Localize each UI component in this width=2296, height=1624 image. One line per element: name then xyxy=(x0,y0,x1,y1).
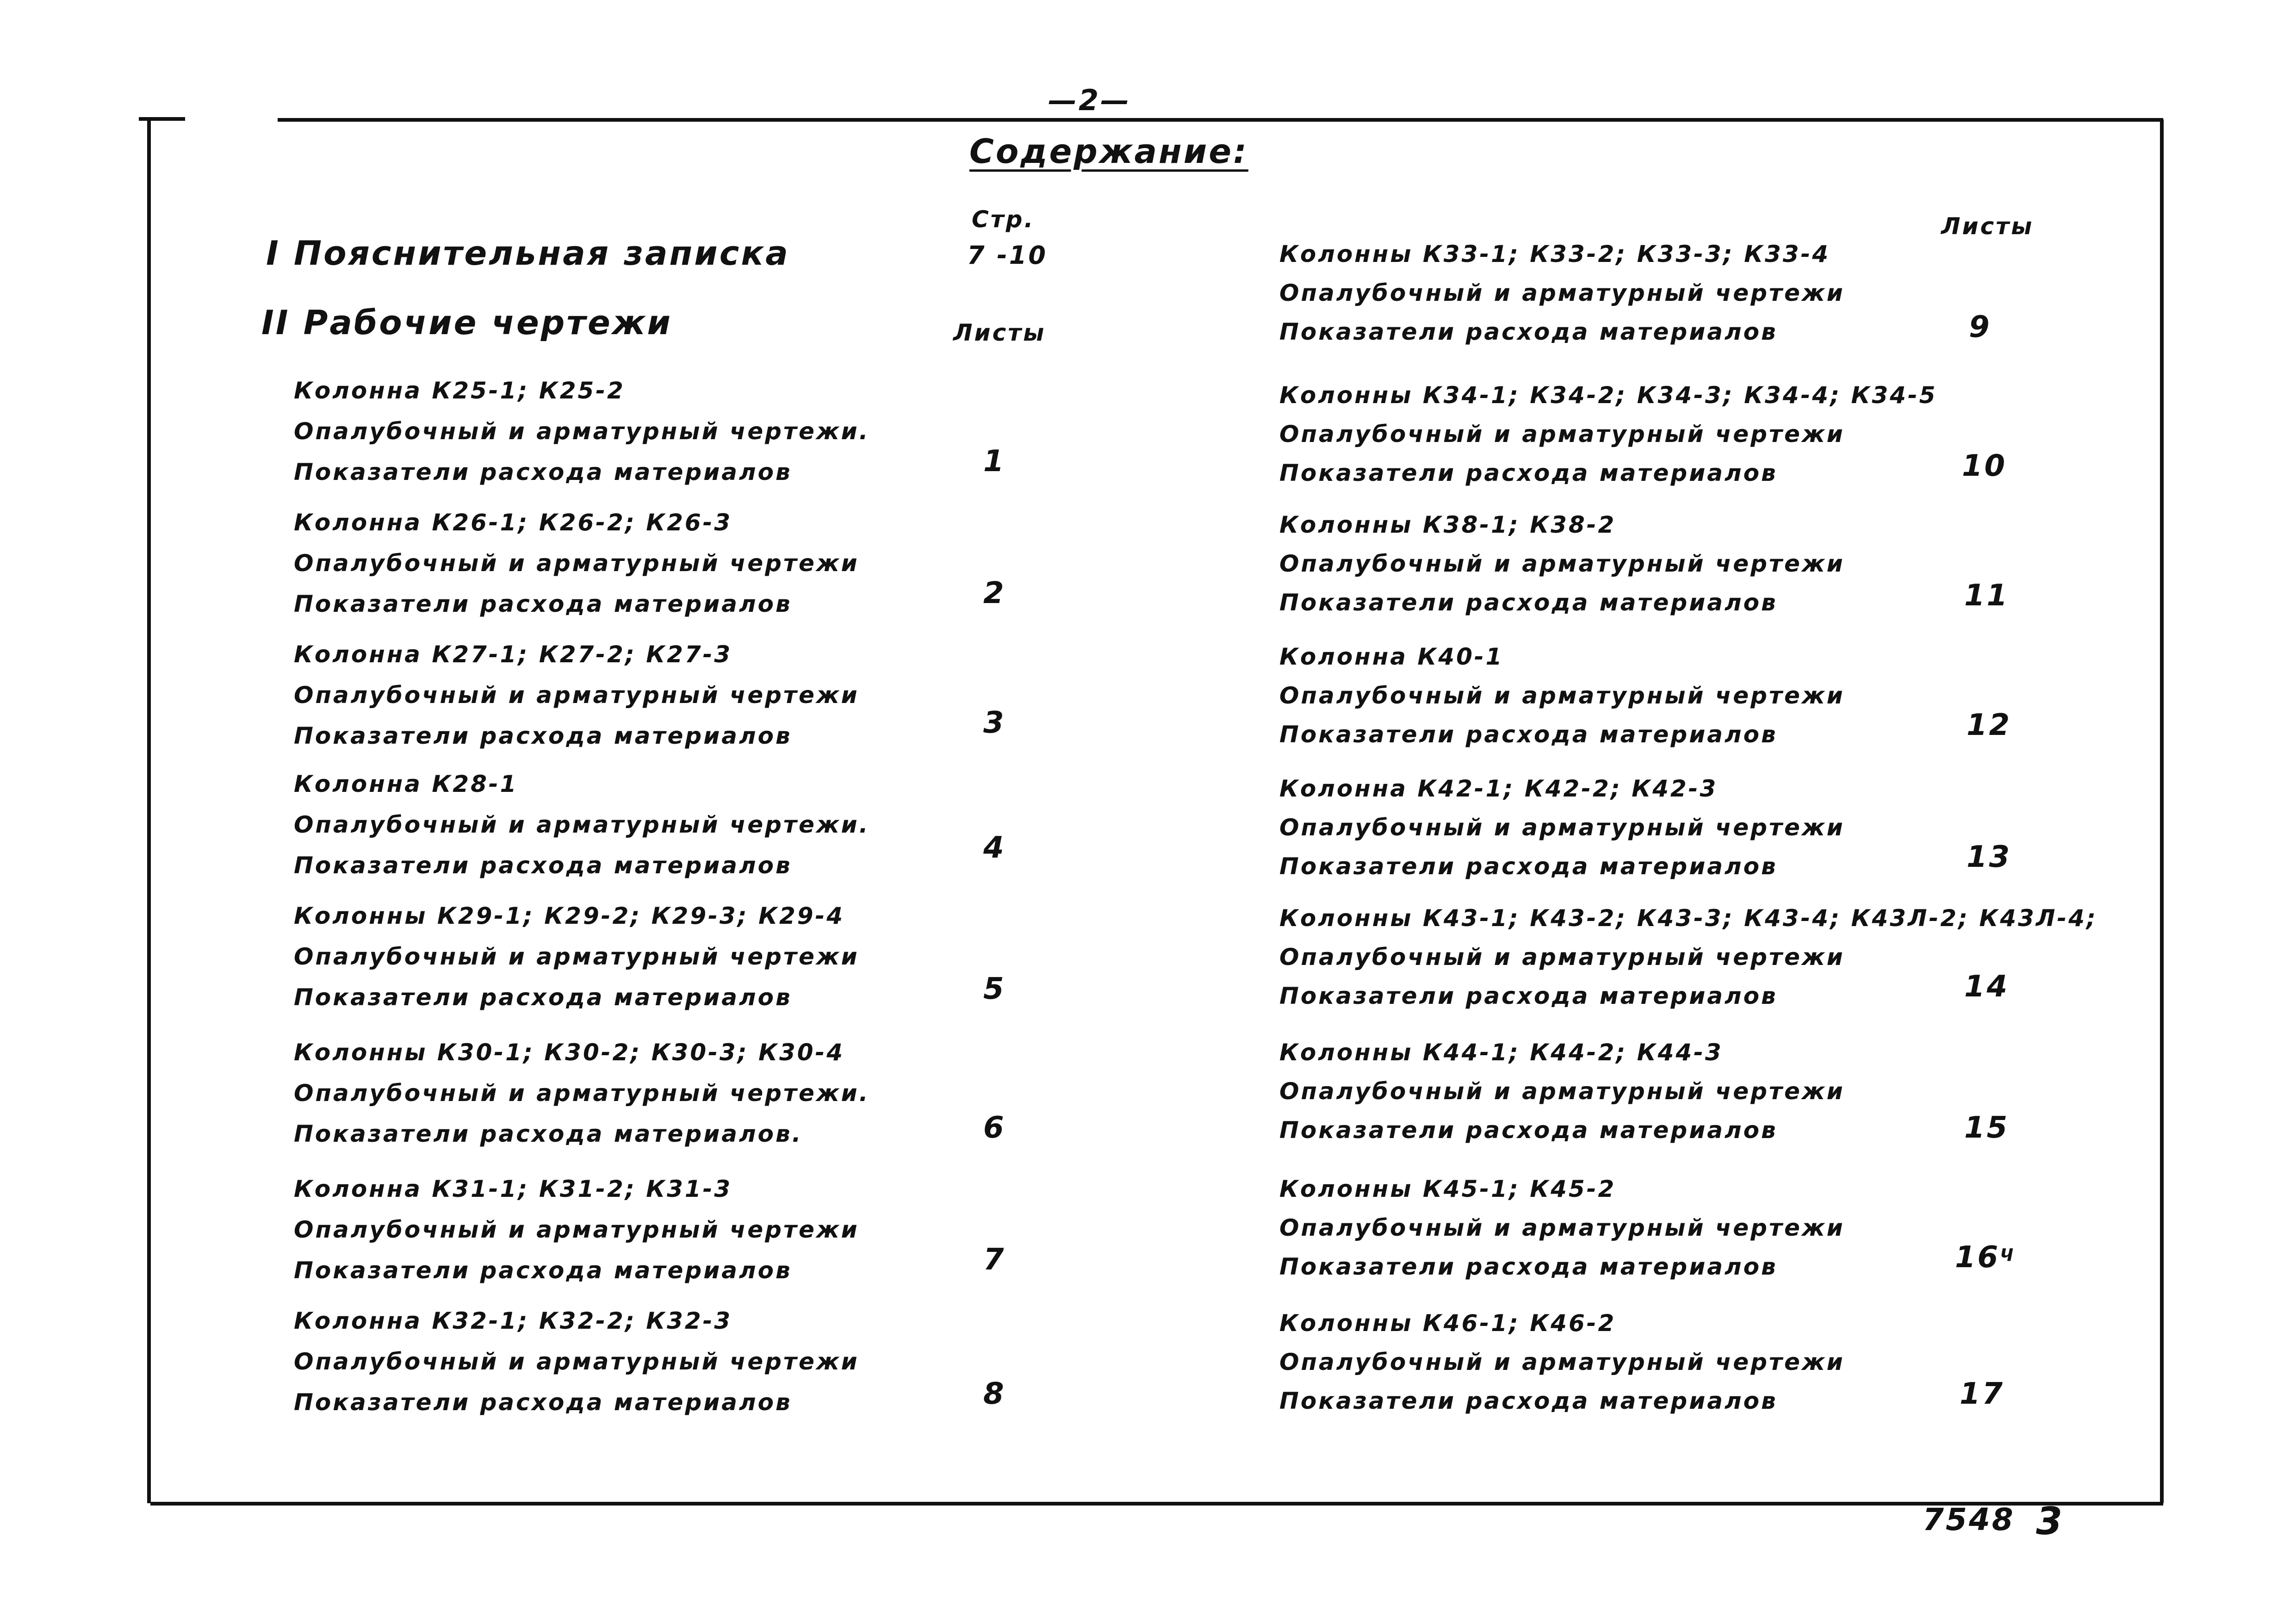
sheet-page-number: 3 xyxy=(2036,1500,2065,1543)
sheet-number: 6 xyxy=(983,1111,1006,1145)
entry-line: Опалубочный и арматурный чертежи xyxy=(1279,682,1845,709)
entry-line: Показатели расхода материалов xyxy=(1279,1253,1778,1280)
entry-line: Опалубочный и арматурный чертежи xyxy=(1279,1349,1845,1375)
toc-entry xyxy=(294,902,859,1025)
sheet-number: 8 xyxy=(983,1377,1006,1411)
entry-line: Опалубочный и арматурный чертежи. xyxy=(294,811,870,838)
entry-line: Опалубочный и арматурный чертежи xyxy=(1279,550,1845,577)
frame-top-line xyxy=(278,118,2163,122)
sheet-number: 4 xyxy=(983,831,1006,865)
entry-heading: Колонна К42-1; К42-2; К42-3 xyxy=(1279,775,1718,802)
entry-heading: Колонны К29-1; К29-2; К29-3; К29-4 xyxy=(294,902,845,929)
entry-line: Опалубочный и арматурный чертежи xyxy=(294,550,859,577)
entry-line: Опалубочный и арматурный чертежи. xyxy=(294,1080,870,1107)
entry-heading: Колонны К34-1; К34-2; К34-3; К34-4; К34-5 xyxy=(1279,382,1937,409)
entry-line: Показатели расхода материалов xyxy=(294,722,792,749)
entry-line: Опалубочный и арматурный чертежи. xyxy=(294,418,870,445)
entry-line: Показатели расхода материалов xyxy=(294,459,792,485)
entry-line: Опалубочный и арматурный чертежи xyxy=(1279,944,1845,971)
entry-heading: Колонны К43-1; К43-2; К43-3; К43-4; К43Л-2; К43Л-4; xyxy=(1279,905,2097,932)
toc-entry xyxy=(1279,643,1845,760)
toc-entry xyxy=(294,1307,859,1430)
sheet-number: 9 xyxy=(1969,310,1992,344)
sheets-column-header-left: Листы xyxy=(953,319,1046,346)
entry-line: Опалубочный и арматурный чертежи xyxy=(1279,421,1845,448)
toc-entry xyxy=(1279,1176,1845,1292)
toc-entry xyxy=(1279,775,1845,892)
entry-heading: Колонна К25-1; К25-2 xyxy=(294,377,625,404)
entry-line: Опалубочный и арматурный чертежи xyxy=(294,682,859,709)
page-number: —2— xyxy=(1048,83,1131,117)
entry-heading: Колонны К44-1; К44-2; К44-3 xyxy=(1279,1039,1723,1066)
entry-line: Показатели расхода материалов xyxy=(1279,721,1778,748)
entry-line: Опалубочный и арматурный чертежи xyxy=(1279,1078,1845,1105)
sheets-column-header-right: Листы xyxy=(1941,213,2034,240)
document-number: 7548 xyxy=(1923,1502,2015,1537)
entry-line: Показатели расхода материалов xyxy=(294,984,792,1011)
entry-line: Показатели расхода материалов xyxy=(294,591,792,617)
entry-line: Показатели расхода материалов xyxy=(1279,853,1778,880)
sheet-number: 14 xyxy=(1964,970,2010,1004)
entry-line: Опалубочный и арматурный чертежи xyxy=(1279,814,1845,841)
section-working-drawings: II Рабочие чертежи xyxy=(261,303,672,342)
sheet-number: 11 xyxy=(1964,579,2010,613)
frame-left-line xyxy=(147,119,151,1503)
entry-heading: Колонна К32-1; К32-2; К32-3 xyxy=(294,1307,732,1334)
entry-heading: Колонны К33-1; К33-2; К33-3; К33-4 xyxy=(1279,241,1831,268)
sheet-number: 10 xyxy=(1962,449,2007,483)
entry-heading: Колонна К28-1 xyxy=(294,771,518,797)
entry-line: Опалубочный и арматурный чертежи xyxy=(294,1348,859,1375)
entry-line: Опалубочный и арматурный чертежи xyxy=(294,1216,859,1243)
toc-entry xyxy=(1279,905,2097,1021)
sheet-number: 7 xyxy=(983,1243,1006,1277)
entry-line: Показатели расхода материалов xyxy=(294,1389,792,1416)
toc-entry xyxy=(1279,511,1845,628)
sheet-number: 1 xyxy=(983,444,1006,479)
entry-heading: Колонны К45-1; К45-2 xyxy=(1279,1176,1616,1202)
toc-entry xyxy=(1279,241,1845,357)
entry-line: Показатели расхода материалов xyxy=(294,852,792,879)
sheet-number: 12 xyxy=(1967,708,2012,742)
sheet-number: 3 xyxy=(983,706,1006,740)
entry-heading: Колонна К26-1; К26-2; К26-3 xyxy=(294,509,732,536)
sheet-number: 13 xyxy=(1967,840,2012,874)
entry-line: Опалубочный и арматурный чертежи xyxy=(294,943,859,970)
toc-entry xyxy=(294,641,859,763)
sheet-number: 16ᶣ xyxy=(1955,1240,2016,1275)
toc-entry xyxy=(1279,1039,1845,1156)
sheet-number: 17 xyxy=(1960,1377,2005,1411)
sheet-number: 5 xyxy=(983,972,1006,1006)
section-explanatory-note-pages: 7 -10 xyxy=(967,241,1048,270)
entry-line: Показатели расхода материалов xyxy=(1279,1117,1778,1144)
entry-line: Показатели расхода материалов xyxy=(1279,318,1778,345)
toc-entry xyxy=(1279,382,1937,498)
entry-heading: Колонны К30-1; К30-2; К30-3; К30-4 xyxy=(294,1039,845,1066)
entry-heading: Колонна К31-1; К31-2; К31-3 xyxy=(294,1176,732,1202)
entry-line: Опалубочный и арматурный чертежи xyxy=(1279,1214,1845,1241)
section-explanatory-note: I Пояснительная записка xyxy=(266,234,790,273)
entry-line: Показатели расхода материалов xyxy=(294,1257,792,1284)
toc-entry xyxy=(294,509,859,631)
entry-line: Показатели расхода материалов xyxy=(1279,589,1778,616)
frame-bottom-line xyxy=(150,1502,2163,1506)
toc-entry xyxy=(1279,1310,1845,1426)
toc-entry xyxy=(294,1039,870,1161)
entry-line: Показатели расхода материалов xyxy=(1279,460,1778,486)
frame-stub-line xyxy=(139,117,185,121)
entry-line: Показатели расхода материалов xyxy=(1279,1388,1778,1414)
toc-entry xyxy=(294,771,870,893)
toc-entry xyxy=(294,377,870,499)
entry-heading: Колонна К27-1; К27-2; К27-3 xyxy=(294,641,732,668)
entry-heading: Колонна К40-1 xyxy=(1279,643,1504,670)
entry-heading: Колонны К38-1; К38-2 xyxy=(1279,511,1616,538)
frame-right-line xyxy=(2160,119,2164,1503)
entry-line: Показатели расхода материалов xyxy=(1279,983,1778,1009)
page-column-header: Стр. xyxy=(972,206,1035,233)
sheet-number: 15 xyxy=(1964,1111,2010,1145)
page-title: Содержание: xyxy=(969,132,1248,171)
entry-heading: Колонны К46-1; К46-2 xyxy=(1279,1310,1616,1337)
entry-line: Показатели расхода материалов. xyxy=(294,1120,803,1147)
toc-entry xyxy=(294,1176,859,1298)
sheet-number: 2 xyxy=(983,576,1006,610)
entry-line: Опалубочный и арматурный чертежи xyxy=(1279,280,1845,306)
